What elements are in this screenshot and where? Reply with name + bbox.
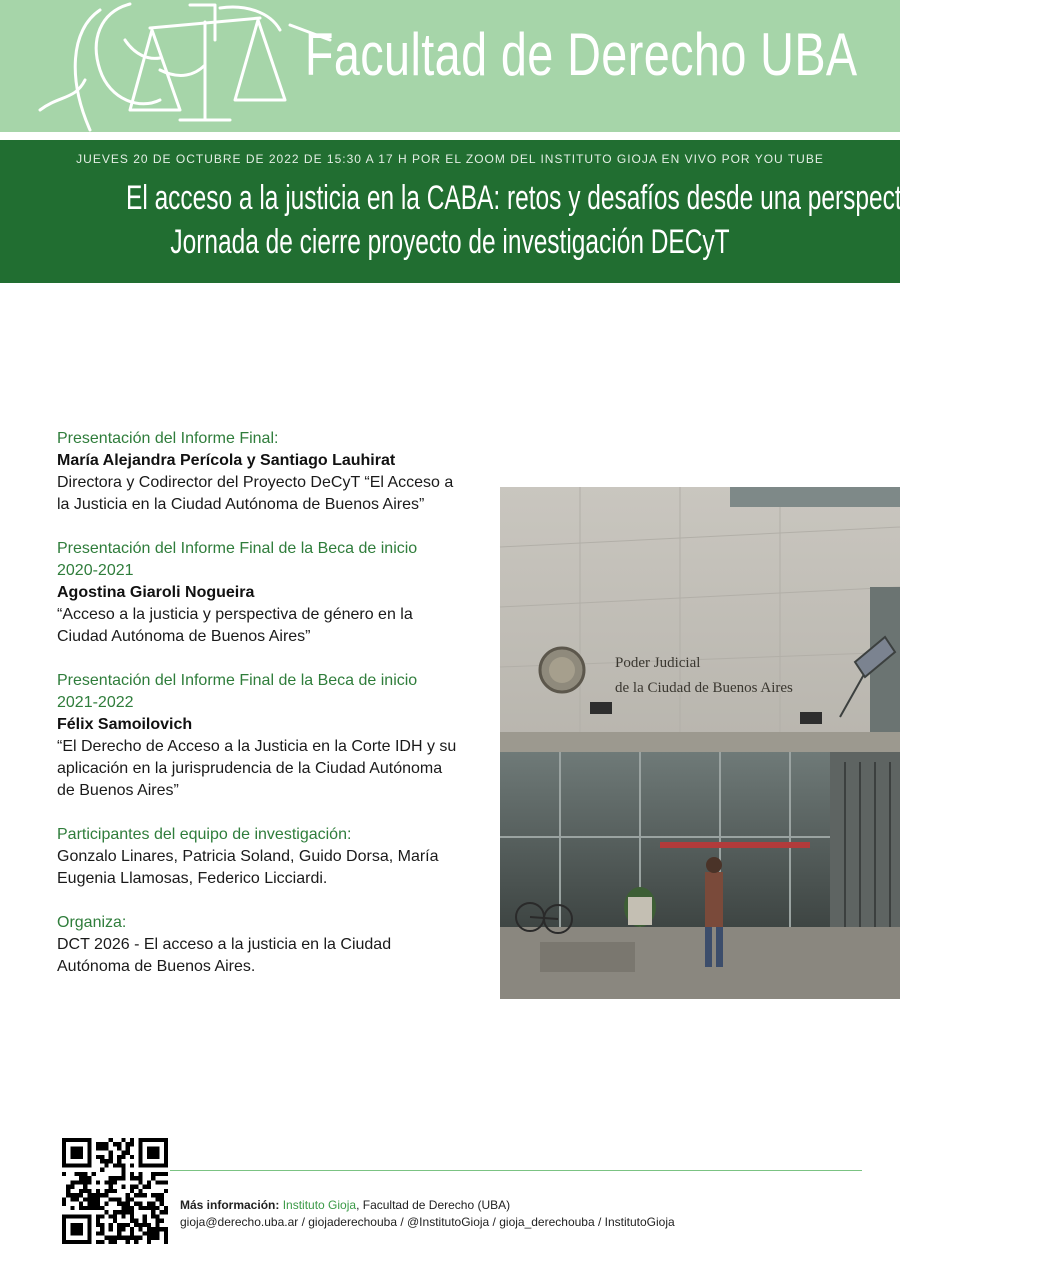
section-heading: Organiza: <box>57 914 127 931</box>
footer-divider <box>170 1170 862 1171</box>
header-band <box>0 0 900 132</box>
more-info-label: Más información: <box>180 1198 280 1212</box>
courthouse-photo <box>500 487 900 999</box>
section-participantes <box>57 824 457 890</box>
faculty-title: Facultad de Derecho UBA <box>305 21 858 88</box>
section-beca-2020 <box>57 538 457 648</box>
section-beca-2021 <box>57 670 457 802</box>
event-title-line-2: Jornada de cierre proyecto de investigación DECyT <box>170 223 730 261</box>
program-content <box>57 428 457 1000</box>
event-date-line: JUEVES 20 DE OCTUBRE DE 2022 DE 15:30 A 17 H POR EL ZOOM DEL INSTITUTO GIOJA EN VIVO POR YOU TUBE <box>76 152 824 166</box>
section-informe-final <box>57 428 457 516</box>
more-info-rest: , Facultad de Derecho (UBA) <box>356 1198 511 1212</box>
more-info-line <box>180 1197 675 1214</box>
section-heading: Presentación del Informe Final: <box>57 430 279 447</box>
speaker-name: Félix Samoilovich <box>57 716 193 733</box>
section-heading: Presentación del Informe Final de la Beca de inicio 2021-2022 <box>57 672 418 711</box>
section-body: DCT 2026 - El acceso a la justicia en la Ciudad Autónoma de Buenos Aires. <box>57 936 392 975</box>
section-body: “Acceso a la justicia y perspectiva de género en la Ciudad Autónoma de Buenos Aires” <box>57 606 413 645</box>
event-title <box>126 176 1040 264</box>
footer-info <box>180 1197 675 1231</box>
sign-line-1: Poder Judicial <box>615 655 701 671</box>
sign-line-2: de la Ciudad de Buenos Aires <box>615 680 793 696</box>
contact-line: gioja@derecho.uba.ar / giojaderechouba / @InstitutoGioja / gioja_derechouba / InstitutoGioja <box>180 1215 675 1229</box>
section-heading: Participantes del equipo de investigación: <box>57 826 352 843</box>
event-title-line-1: El acceso a la justicia en la CABA: retos y desafíos desde una perspectiva inclusiva. <box>126 179 1040 217</box>
event-band <box>0 140 1040 283</box>
courthouse-illustration <box>500 487 900 999</box>
speaker-name: María Alejandra Perícola y Santiago Lauhirat <box>57 452 396 469</box>
section-body: “El Derecho de Acceso a la Justicia en la Corte IDH y su aplicación en la jurisprudencia de la Ciudad Autónoma de Buenos Aires” <box>57 738 457 799</box>
section-organiza <box>57 912 457 978</box>
section-body: Directora y Codirector del Proyecto DeCyT “El Acceso a la Justicia en la Ciudad Autónoma de Buenos Aires” <box>57 474 454 513</box>
speaker-name: Agostina Giaroli Nogueira <box>57 584 255 601</box>
lady-justice-illustration <box>30 0 350 132</box>
instituto-gioja-link[interactable]: Instituto Gioja <box>282 1198 357 1212</box>
qr-code[interactable] <box>62 1138 168 1244</box>
section-heading: Presentación del Informe Final de la Beca de inicio 2020-2021 <box>57 540 418 579</box>
section-body: Gonzalo Linares, Patricia Soland, Guido Dorsa, María Eugenia Llamosas, Federico Licciardi. <box>57 848 439 887</box>
